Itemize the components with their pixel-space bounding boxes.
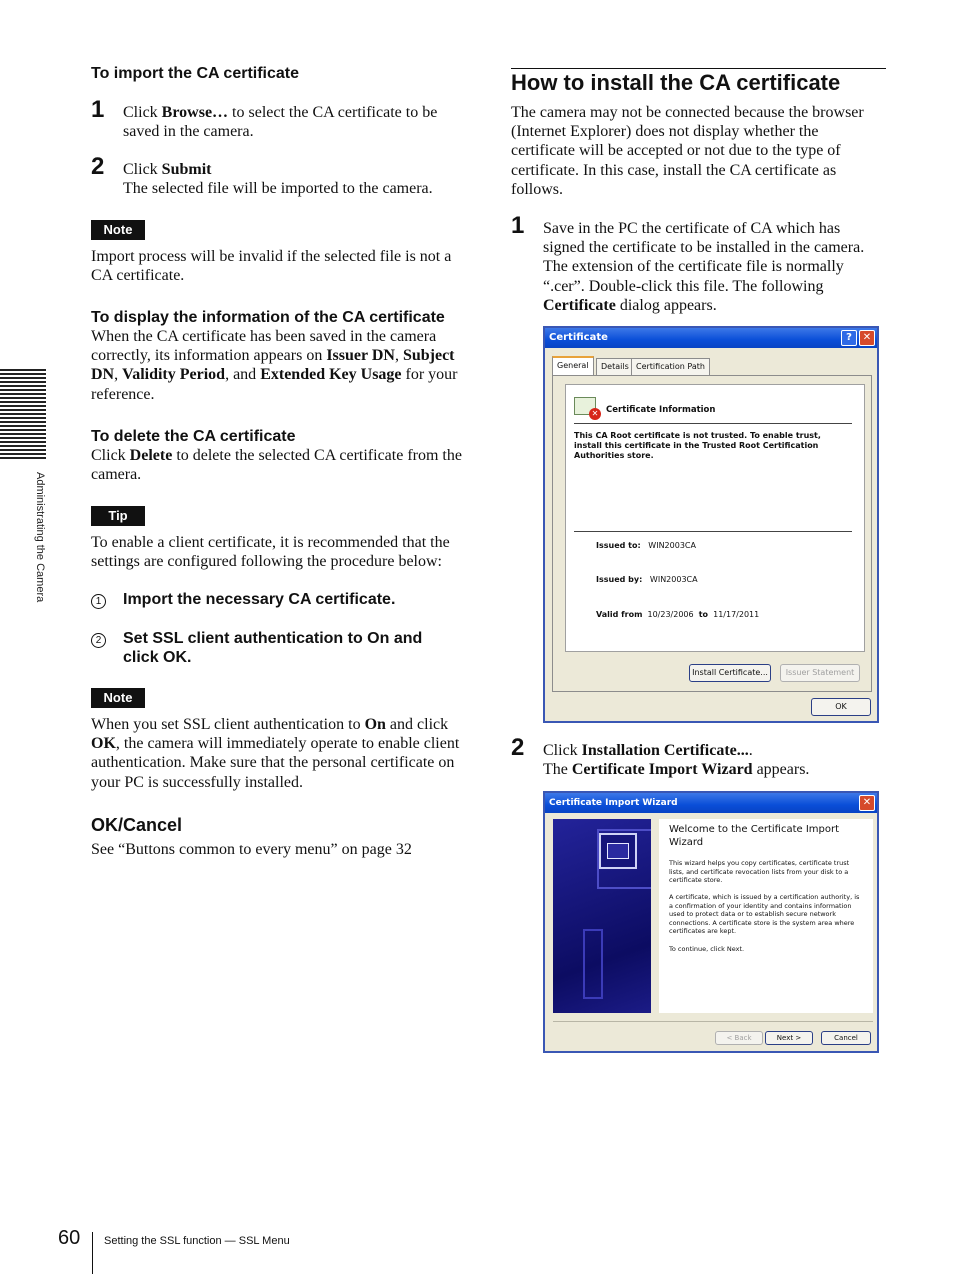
circled-number: 2 bbox=[91, 630, 106, 648]
certificate-icon bbox=[574, 397, 599, 418]
procedure-item-2: Set SSL client authentication to On and click OK. bbox=[123, 630, 423, 666]
install-step-1: Save in the PC the certificate of CA which has signed the certificate to be installed in the camera. The extension of the certificate file is normally “.cer”. Double-click this file. The following Certificate dialog appears. bbox=[543, 220, 865, 314]
dialog-title-bar bbox=[545, 793, 877, 813]
note-badge: Note bbox=[91, 220, 145, 240]
import-step-1: Click Browse… to select the CA certificate to be saved in the camera. bbox=[123, 104, 438, 141]
close-button[interactable]: ✕ bbox=[859, 795, 875, 811]
tab-general[interactable]: General bbox=[552, 356, 594, 375]
install-certificate-button[interactable]: Install Certificate... bbox=[689, 664, 771, 682]
install-step-2: Click Installation Certificate.... The Certificate Import Wizard appears. bbox=[543, 742, 810, 779]
next-button[interactable]: Next > bbox=[765, 1031, 813, 1045]
step-number: 2 bbox=[511, 734, 525, 761]
note-text: Import process will be invalid if the selected file is not a CA certificate. bbox=[91, 248, 452, 285]
certificate-info-box bbox=[565, 384, 865, 652]
tab-certification-path[interactable]: Certification Path bbox=[631, 358, 710, 375]
info-title: Certificate Information bbox=[606, 405, 716, 415]
delete-text: Click Delete to delete the selected CA certificate from the camera. bbox=[91, 447, 462, 484]
valid-period: Valid from 10/23/2006 to 11/17/2011 bbox=[596, 610, 760, 619]
procedure-item-1: Import the necessary CA certificate. bbox=[123, 591, 396, 608]
import-heading: To import the CA certificate bbox=[91, 65, 300, 82]
wizard-paragraph: To continue, click Next. bbox=[669, 945, 745, 953]
footer-divider bbox=[92, 1232, 93, 1274]
trust-warning: This CA Root certificate is not trusted. To enable trust, install this certificate in the Trusted Root Certification Authorities store. bbox=[574, 431, 821, 460]
tab-details[interactable]: Details bbox=[596, 358, 634, 375]
cancel-button[interactable]: Cancel bbox=[821, 1031, 871, 1045]
circled-number: 1 bbox=[91, 591, 106, 609]
heading-rule bbox=[511, 68, 886, 69]
display-text: When the CA certificate has been saved in the camera correctly, its information appears on Issuer DN, Subject DN, Validity Period, and Extended Key Usage for your reference. bbox=[91, 328, 458, 403]
wizard-paragraph: This wizard helps you copy certificates, certificate trust lists, and certificate revocation lists from your disk to a certificate store. bbox=[669, 859, 850, 884]
import-wizard-dialog bbox=[543, 791, 879, 1053]
tip-text: To enable a client certificate, it is recommended that the settings are configured following the procedure below: bbox=[91, 534, 450, 571]
issuer-statement-button: Issuer Statement bbox=[780, 664, 860, 682]
note-text: When you set SSL client authentication to On and click OK, the camera will immediately operate to enable client authentication. Make sure that the personal certificate on your PC is successfully installed. bbox=[91, 716, 460, 791]
wizard-paragraph: A certificate, which is issued by a certification authority, is a confirmation of your identity and contains information used to protect data or to establish secure network connections. A certificate store is the system area where certificates are kept. bbox=[669, 893, 860, 935]
wizard-heading: Welcome to the Certificate Import Wizard bbox=[669, 824, 840, 848]
certificate-icon bbox=[599, 833, 637, 869]
issued-to: Issued to: WIN2003CA bbox=[596, 541, 696, 550]
side-tab-label: Administrating the Camera bbox=[34, 472, 46, 603]
help-button[interactable]: ? bbox=[841, 330, 857, 346]
page-number: 60 bbox=[58, 1227, 81, 1249]
dialog-title: Certificate bbox=[549, 332, 608, 343]
back-button: < Back bbox=[715, 1031, 763, 1045]
okcancel-text: See “Buttons common to every menu” on page 32 bbox=[91, 841, 412, 858]
error-icon: ✕ bbox=[589, 408, 601, 420]
banner-decoration bbox=[583, 929, 603, 999]
divider bbox=[553, 1021, 873, 1022]
okcancel-heading: OK/Cancel bbox=[91, 815, 183, 835]
certificate-dialog bbox=[543, 326, 879, 723]
close-button[interactable]: ✕ bbox=[859, 330, 875, 346]
note-badge: Note bbox=[91, 688, 145, 708]
display-heading: To display the information of the CA certificate bbox=[91, 309, 445, 326]
main-heading: How to install the CA certificate bbox=[511, 70, 841, 95]
tab-panel bbox=[552, 375, 872, 692]
side-tab-stripes bbox=[0, 369, 46, 459]
issued-by: Issued by: WIN2003CA bbox=[596, 575, 698, 584]
delete-heading: To delete the CA certificate bbox=[91, 428, 296, 445]
wizard-banner bbox=[553, 819, 651, 1013]
step-number: 1 bbox=[91, 96, 105, 123]
divider bbox=[574, 531, 852, 532]
intro-text: The camera may not be connected because the browser (Internet Explorer) does not display whether the certificate will be accepted or not due to the type of certificate. In this case, install the CA certificate as follows. bbox=[511, 104, 864, 198]
dialog-title: Certificate Import Wizard bbox=[549, 798, 678, 808]
wizard-content bbox=[659, 819, 873, 1013]
dialog-title-bar bbox=[545, 328, 877, 348]
step-number: 1 bbox=[511, 212, 525, 239]
certificate-icon-inner bbox=[607, 843, 629, 859]
divider bbox=[574, 423, 852, 424]
tip-badge: Tip bbox=[91, 506, 145, 526]
ok-button[interactable]: OK bbox=[811, 698, 871, 716]
step-number: 2 bbox=[91, 153, 105, 180]
import-step-2: Click Submit The selected file will be imported to the camera. bbox=[123, 161, 433, 198]
footer-text: Setting the SSL function — SSL Menu bbox=[104, 1235, 290, 1247]
